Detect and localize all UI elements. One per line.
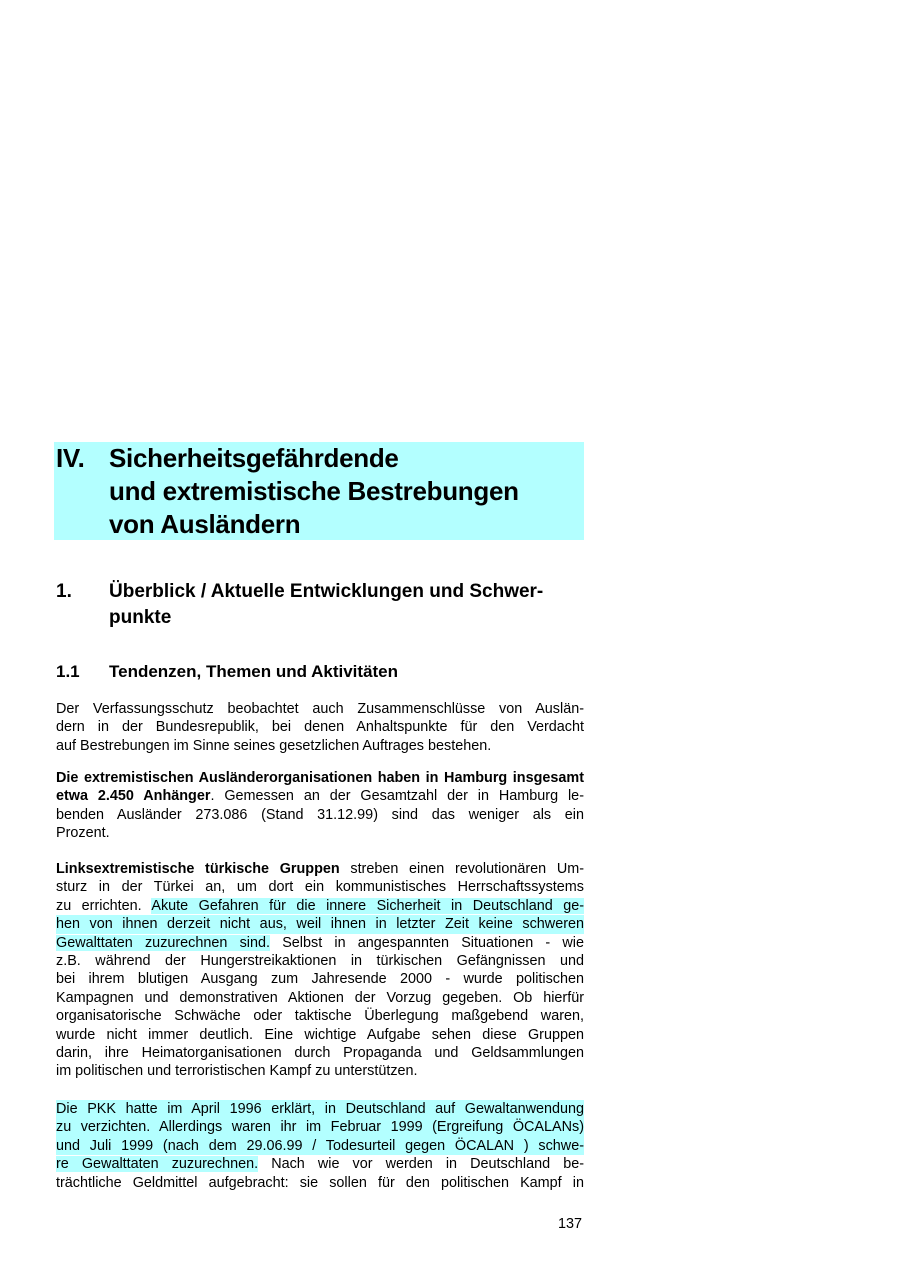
bold-text: etwa 2.450 Anhänger (56, 788, 211, 805)
chapter-title-line-3: von Ausländern (109, 509, 301, 539)
paragraph-line: sturz in der Türkei an, um dort ein kommunistisches Herrschaftssystems (56, 879, 584, 896)
paragraph-line: darin, ihre Heimatorganisationen durch Propaganda und Geldsammlungen (56, 1045, 584, 1062)
text-run: Selbst in angespannten Situationen - wie (270, 934, 585, 951)
section-number: 1. (56, 581, 72, 602)
chapter-number: IV. (56, 443, 85, 473)
page-number: 137 (557, 1216, 582, 1232)
chapter-title-line-2: und extremistische Bestrebungen (109, 476, 519, 506)
highlighted-text: re Gewalttaten zuzurechnen. (56, 1156, 259, 1173)
paragraph-line (56, 1155, 584, 1173)
paragraph-1 (56, 700, 584, 755)
section-title-line-2: punkte (109, 607, 172, 628)
paragraph-line: benden Ausländer 273.086 (Stand 31.12.99) sind das weniger als ein (56, 806, 584, 823)
paragraph-line: dern in der Bundesrepublik, bei denen Anhaltspunkte für den Verdacht (56, 719, 584, 736)
chapter-title-line-1: Sicherheitsgefährdende (109, 443, 399, 473)
paragraph-line (56, 769, 584, 787)
text-run: Nach wie vor werden in Deutschland be- (258, 1156, 584, 1173)
paragraph-line (56, 787, 584, 805)
text-run: zu errichten. (56, 897, 152, 914)
bold-text: Die extremistischen Ausländerorganisationen haben in Hamburg insgesamt (56, 770, 584, 786)
highlighted-text: Akute Gefahren für die innere Sicherheit in Deutschland ge- (151, 897, 584, 914)
paragraph-3 (56, 860, 584, 1081)
text-run: . Gemessen an der Gesamtzahl der in Hamburg le- (210, 788, 584, 805)
highlighted-text: Gewalttaten zuzurechnen sind. (56, 934, 270, 951)
paragraph-line: bei ihrem blutigen Ausgang zum Jahresende 2000 - wurde politischen (56, 971, 584, 988)
paragraph-line: Prozent. (56, 825, 110, 842)
highlighted-line: und Juli 1999 (nach dem 29.06.99 / Todesurteil gegen ÖCALAN ) schwe- (56, 1137, 584, 1154)
paragraph-4 (56, 1100, 584, 1192)
paragraph-line: trächtliche Geldmittel aufgebracht: sie sollen für den politischen Kampf in (56, 1174, 584, 1191)
highlighted-line: hen von ihnen derzeit nicht aus, weil ihnen in letzter Zeit keine schweren (56, 916, 584, 933)
section-title (109, 579, 584, 631)
bold-text: Linksextremistische türkische Gruppen (56, 861, 340, 877)
paragraph-line: organisatorische Schwäche oder taktische Überlegung maßgebend waren, (56, 1008, 584, 1025)
paragraph-2 (56, 769, 584, 843)
chapter-title (109, 442, 579, 541)
subsection-title: Tendenzen, Themen und Aktivitäten (109, 662, 399, 681)
section-title-line-1: Überblick / Aktuelle Entwicklungen und Schwer- (109, 581, 544, 602)
paragraph-line: im politischen und terroristischen Kampf zu unterstützen. (56, 1063, 418, 1080)
paragraph-line (56, 897, 584, 915)
highlighted-line: zu verzichten. Allerdings waren ihr im Februar 1999 (Ergreifung ÖCALANs) (56, 1119, 584, 1136)
subsection-number: 1.1 (56, 662, 80, 681)
paragraph-line: wurde nicht immer deutlich. Eine wichtige Aufgabe sehen diese Gruppen (56, 1026, 584, 1043)
paragraph-line: Der Verfassungsschutz beobachtet auch Zusammenschlüsse von Auslän- (56, 701, 584, 717)
highlighted-line: Die PKK hatte im April 1996 erklärt, in Deutschland auf Gewaltanwendung (56, 1101, 584, 1117)
paragraph-line: z.B. während der Hungerstreikaktionen in türkischen Gefängnissen und (56, 953, 584, 970)
text-run: streben einen revolutionären Um- (339, 861, 584, 877)
paragraph-line (56, 934, 584, 952)
paragraph-line: auf Bestrebungen im Sinne seines gesetzlichen Auftrages bestehen. (56, 737, 492, 754)
paragraph-line (56, 860, 584, 878)
paragraph-line: Kampagnen und demonstrativen Aktionen der Vorzug gegeben. Ob hierfür (56, 989, 584, 1006)
